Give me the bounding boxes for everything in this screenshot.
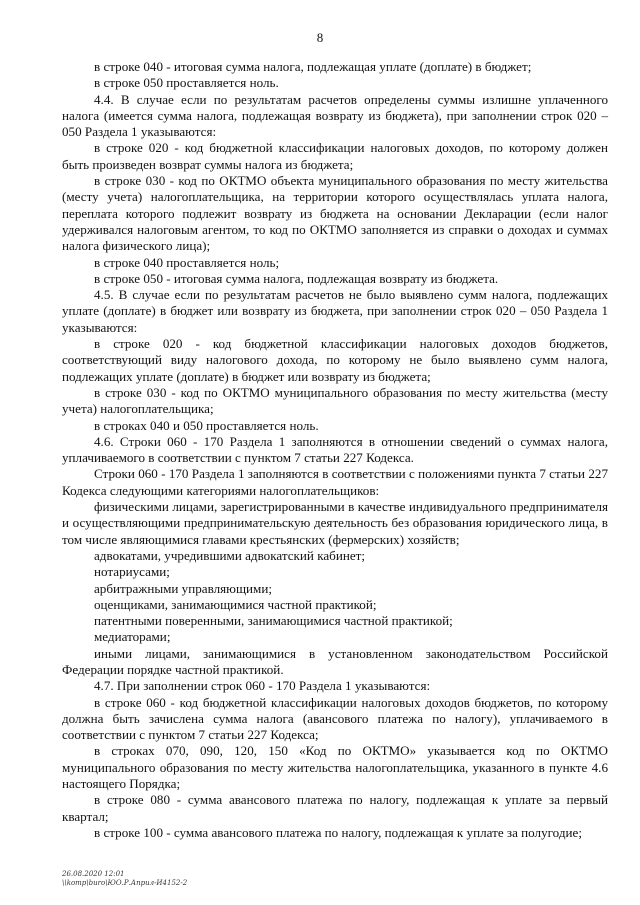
print-footer — [62, 870, 187, 888]
paragraph: в строках 070, 090, 120, 150 «Код по ОКТМО» указывается код по ОКТМО муниципального образования по месту жительства налогоплательщика, указанного в пункте 4.6 настоящего Порядка; — [62, 743, 608, 792]
paragraph: в строках 040 и 050 проставляется ноль. — [94, 417, 319, 433]
paragraph: адвокатами, учредившими адвокатский кабинет; — [94, 547, 366, 563]
paragraph: в строке 020 - код бюджетной классификации налоговых доходов бюджетов, соответствующий виду налогового дохода, по которому не было выявлено сумм налога, подлежащих уплате (доплате) в бюджет или возврату из бюджета; — [62, 336, 608, 384]
paragraph: 4.7. При заполнении строк 060 - 170 Раздела 1 указываются: — [94, 678, 431, 694]
paragraph: в строке 100 - сумма авансового платежа по налогу, подлежащая к уплате за полугодие; — [94, 824, 582, 840]
footer-timestamp: 26.08.2020 12:01 — [62, 870, 125, 878]
paragraph: оценщиками, занимающимися частной практикой; — [94, 596, 377, 612]
paragraph: арбитражными управляющими; — [94, 580, 272, 596]
paragraph: в строке 050 - итоговая сумма налога, подлежащая возврату из бюджета. — [94, 270, 499, 286]
paragraph: 4.6. Строки 060 - 170 Раздела 1 заполняются в отношении сведений о суммах налога, уплачиваемого в соответствии с пунктом 7 статьи 227 Кодекса. — [62, 433, 608, 466]
paragraph: в строке 080 - сумма авансового платежа по налогу, подлежащая к уплате за первый квартал; — [62, 792, 608, 824]
paragraph: 4.5. В случае если по результатам расчетов не было выявлено сумм налога, подлежащих уплате (доплате) в бюджет или возврату из бюджета, при заполнении строк 020 – 050 Раздела 1 указываются: — [62, 287, 608, 335]
document-body — [62, 59, 608, 841]
paragraph: медиаторами; — [94, 629, 171, 645]
paragraph: 4.4. В случае если по результатам расчетов определены суммы излишне уплаченного налога (имеется сумма налога, подлежащая возврату из бюджета), при заполнении строк 020 – 050 Раздела 1 указываются: — [62, 91, 608, 140]
paragraph: в строке 020 - код бюджетной классификации налоговых доходов, по которому должен быть произведен возврат суммы налога из бюджета; — [62, 140, 608, 172]
paragraph: в строке 030 - код по ОКТМО объекта муниципального образования по месту жительства (месту учета) налогоплательщика, на территории которого осуществлялась уплата налога, переплата которого подлежит возврату из бюджета на основании Декларации (если налог удерживался налоговым агентом, то код по ОКТМО заполняется из справки о доходах и суммах налога физического лица); — [62, 173, 608, 254]
paragraph: физическими лицами, зарегистрированными в качестве индивидуального предпринимателя и осуществляющими предпринимательскую деятельность без образования юридического лица, в том числе являющимися главами крестьянских (фермерских) хозяйств; — [62, 499, 608, 547]
paragraph: в строке 040 - итоговая сумма налога, подлежащая уплате (доплате) в бюджет; — [94, 59, 532, 74]
paragraph: в строке 030 - код по ОКТМО муниципального образования по месту жительства (месту учета) налогоплательщика; — [62, 384, 608, 417]
paragraph: Строки 060 - 170 Раздела 1 заполняются в соответствии с положениями пункта 7 статьи 227 Кодекса следующими категориями налогоплательщиков: — [62, 466, 608, 498]
paragraph: иными лицами, занимающимися в установленном законодательством Российской Федерации порядке частной практикой. — [62, 645, 608, 677]
paragraph: в строке 050 проставляется ноль. — [94, 75, 279, 91]
paragraph: в строке 060 - код бюджетной классификации налоговых доходов бюджетов, по которому должна быть зачислена сумма налога (авансового платежа по налогу), уплачиваемого в соответствии с пунктом 7 статьи 227 Кодекса; — [62, 694, 608, 743]
paragraph: нотариусами; — [94, 564, 170, 580]
paragraph: в строке 040 проставляется ноль; — [94, 254, 280, 270]
page-number: 8 — [316, 30, 324, 45]
paragraph: патентными поверенными, занимающимися частной практикой; — [94, 613, 453, 629]
footer-file-path: \\komp\buro\ЮО.Р.Април-И4152-2 — [62, 879, 188, 887]
